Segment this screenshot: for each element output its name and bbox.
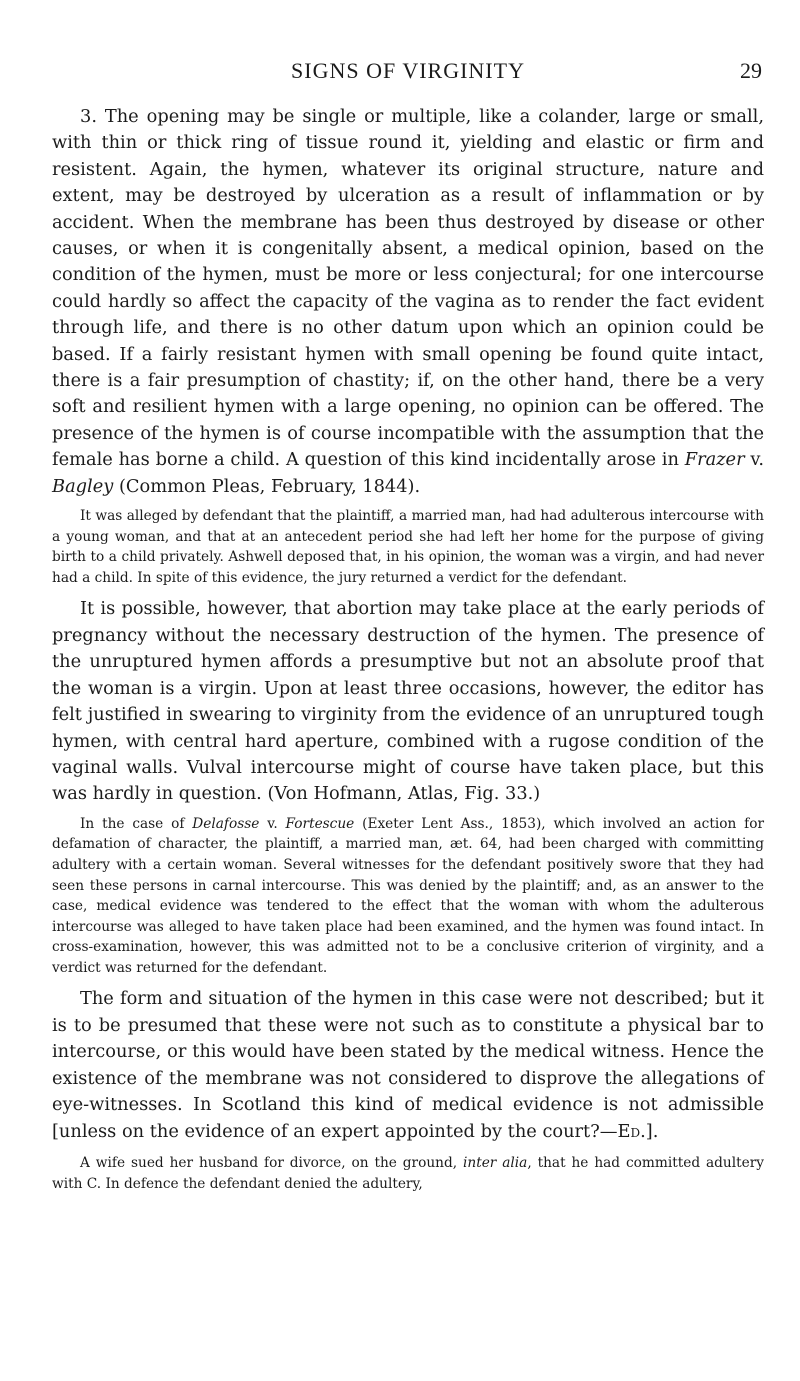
case-citation: (Common Pleas, February, 1844). [113, 475, 421, 497]
page-header [52, 58, 764, 88]
case-note-lead: In the case of [80, 815, 193, 832]
page-number: 29 [740, 58, 762, 83]
paragraph-text: 3. The opening may be single or multiple, like a colander, large or small, with thin or thick ring of tissue round it, yielding and elastic or firm and resistent. Again, the hymen, whatever its original structure, nature and extent, may be destroyed by ulceration as a result of inflammation or by accident. When the membrane has been thus destroyed by disease or other causes, or when it is congenitally absent, a medical opinion, based on the condition of the hymen, must be more or less conjectural; for one intercourse could hardly so affect the capacity of the vagina as to render the fact evident through life, and there is no other datum upon which an opinion could be based. If a fairly resistant hymen with small opening be found quite intact, there is a fair presumption of chastity; if, on the other hand, there be a very soft and resilient hymen with a large opening, no opinion can be offered. The presence of the hymen is of course incompatible with the assumption that the female has borne a child. A question of this kind incidentally arose in [52, 106, 764, 471]
paragraph-opening-types [52, 104, 764, 500]
book-page [52, 58, 764, 1194]
page-body [52, 104, 764, 1194]
editor-mark: Ed. [617, 1120, 646, 1142]
paragraph-end: ]. [645, 1120, 659, 1142]
versus: v. [259, 815, 286, 832]
paragraph-form-situation [52, 986, 764, 1144]
case-name: Frazer [684, 449, 745, 471]
paragraph-text: The form and situation of the hymen in this case were not described; but it is to be presumed that these were not such as to constitute a physical bar to intercourse, or this would have been stated by the medical witness. Hence the existence of the membrane was not considered to disprove the allegations of eye-witnesses. In Scotland this kind of medical evidence is not admissible [unless on the evidence of an expert appointed by the court?— [52, 988, 764, 1142]
case-note-text: , that he had committed adultery with C. In defence the defendant denied the adultery, [52, 1154, 764, 1192]
paragraph-abortion: It is possible, however, that abortion may take place at the early periods of pregnancy without the necessary destruction of the hymen. The presence of the unruptured hymen affords a presumptive but not an absolute proof that the woman is a virgin. Upon at least three occasions, however, the editor has felt justified in swearing to virginity from the evidence of an unruptured tough hymen, with central hard aperture, combined with a rugose condition of the vaginal walls. Vulval intercourse might of course have taken place, but this was hardly in question. (Von Hofmann, Atlas, Fig. 33.) [52, 598, 764, 805]
case-name: Delafosse [192, 815, 260, 832]
running-head: SIGNS OF VIRGINITY [291, 58, 525, 83]
versus: v. [744, 449, 764, 471]
case-note-lead: A wife sued her husband for divorce, on the ground, [80, 1154, 463, 1171]
case-name: Bagley [52, 475, 114, 497]
case-note-delafosse [52, 814, 764, 979]
case-note-text: (Exeter Lent Ass., 1853), which involved an action for defamation of character, the plaintiff, a married man, æt. 64, had been charged with committing adultery with a certain woman. Several witnesses for the defendant positively swore that they had seen these persons in carnal intercourse. This was denied by the plaintiff; and, as an answer to the case, medical evidence was tendered to the effect that the woman with whom the adulterous intercourse was alleged to have taken place had been examined, and the hymen was found intact. In cross-examination, however, this was admitted not to be a conclusive criterion of virginity, and a verdict was returned for the defendant. [52, 815, 764, 976]
latin-phrase: inter alia [463, 1154, 528, 1171]
case-name: Fortescue [285, 815, 355, 832]
case-note-ashwell: It was alleged by defendant that the plaintiff, a married man, had had adulterous intercourse with a young woman, and that at an antecedent period she had left her home for the purpose of giving birth to a child privately. Ashwell deposed that, in his opinion, the woman was a virgin, and had never had a child. In spite of this evidence, the jury returned a verdict for the defendant. [52, 508, 764, 586]
case-note-divorce [52, 1153, 764, 1194]
